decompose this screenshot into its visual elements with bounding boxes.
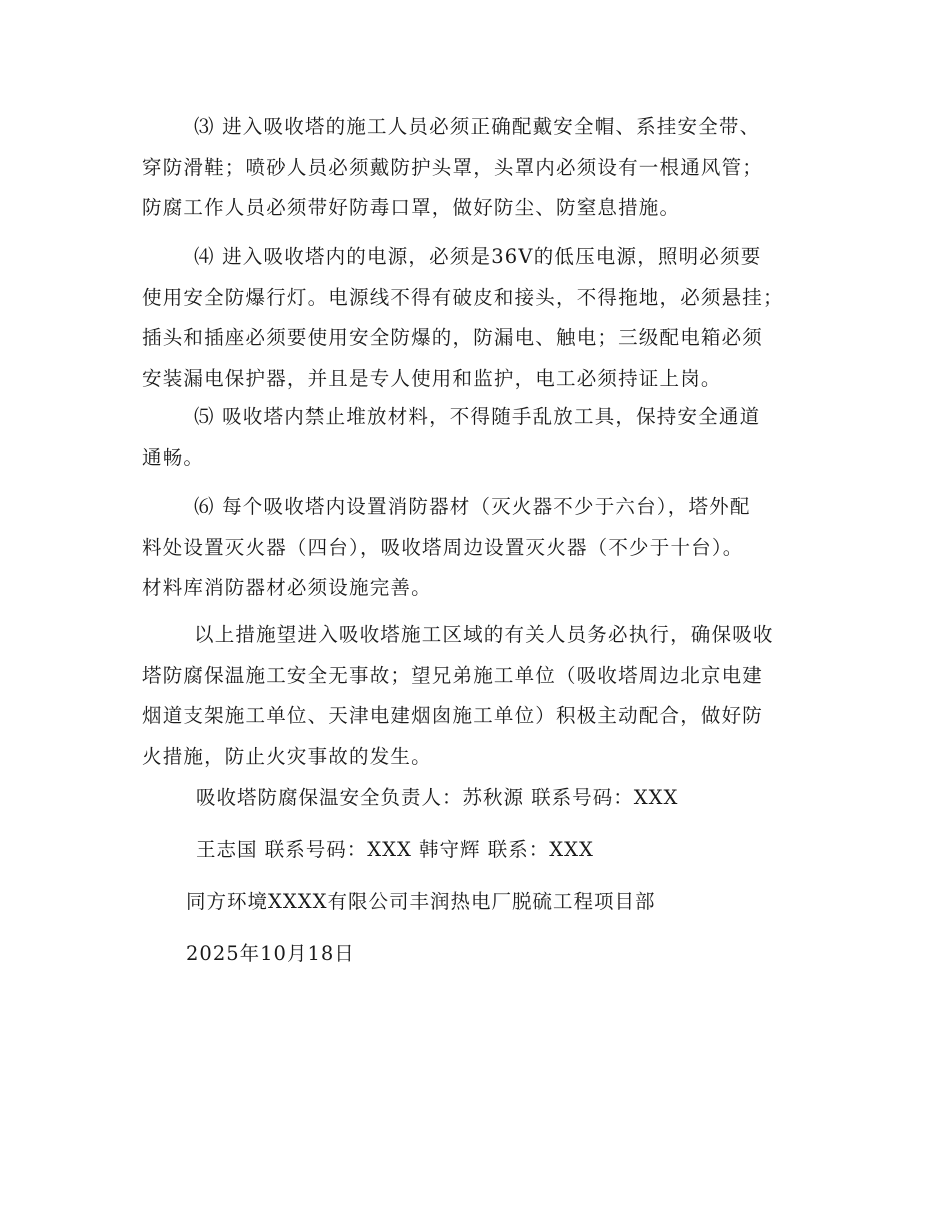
paragraph-line: 火措施，防止火灾事故的发生。 xyxy=(142,744,432,768)
paragraph-line: 插头和插座必须要使用安全防爆的，防漏电、触电；三级配电箱必须 xyxy=(142,326,764,349)
paragraph-line: 材料库消防器材必须设施完善。 xyxy=(142,576,432,599)
paragraph-line: ⑶ 进入吸收塔的施工人员必须正确配戴安全帽、系挂安全带、 xyxy=(194,115,761,138)
document-date: 2025年10月18日 xyxy=(186,942,355,965)
paragraph-line: 穿防滑鞋；喷砂人员必须戴防护头罩，头罩内必须设有一根通风管； xyxy=(142,155,764,179)
paragraph-line: ⑹ 每个吸收塔内设置消防器材（灭火器不少于六台），塔外配 xyxy=(194,495,751,518)
paragraph-line: 防腐工作人员必须带好防毒口罩，做好防尘、防窒息措施。 xyxy=(142,196,681,219)
paragraph-line: 通畅。 xyxy=(142,445,205,469)
paragraph-line: 以上措施望进入吸收塔施工区域的有关人员务必执行，确保吸收 xyxy=(194,623,774,646)
paragraph-line: 使用安全防爆行灯。电源线不得有破皮和接头，不得拖地，必须悬挂； xyxy=(142,285,784,309)
paragraph-line: ⑷ 进入吸收塔内的电源，必须是36V的低压电源，照明必须要 xyxy=(194,245,762,268)
paragraph-line: 安装漏电保护器，并且是专人使用和监护，电工必须持证上岗。 xyxy=(142,366,722,390)
contact-line-secondary: 王志国 联系号码：XXX 韩守辉 联系：XXX xyxy=(196,838,594,861)
paragraph-item-4 xyxy=(142,237,802,399)
paragraph-line: 烟道支架施工单位、天津电建烟囱施工单位）积极主动配合，做好防 xyxy=(142,704,764,727)
paragraph-item-3 xyxy=(142,107,802,229)
paragraph-item-6 xyxy=(142,487,802,609)
contact-line-primary: 吸收塔防腐保温安全负责人：苏秋源 联系号码：XXX xyxy=(196,786,679,809)
paragraph-item-5 xyxy=(142,397,802,478)
paragraph-line: 料处设置灭火器（四台），吸收塔周边设置灭火器（不少于十台）。 xyxy=(142,535,744,559)
paragraph-line: 塔防腐保温施工安全无事故；望兄弟施工单位（吸收塔周边北京电建 xyxy=(142,663,764,687)
paragraph-line: ⑸ 吸收塔内禁止堆放材料，不得随手乱放工具，保持安全通道 xyxy=(194,405,761,428)
organization-name: 同方环境XXXX有限公司丰润热电厂脱硫工程项目部 xyxy=(186,890,656,913)
paragraph-conclusion xyxy=(142,615,802,777)
